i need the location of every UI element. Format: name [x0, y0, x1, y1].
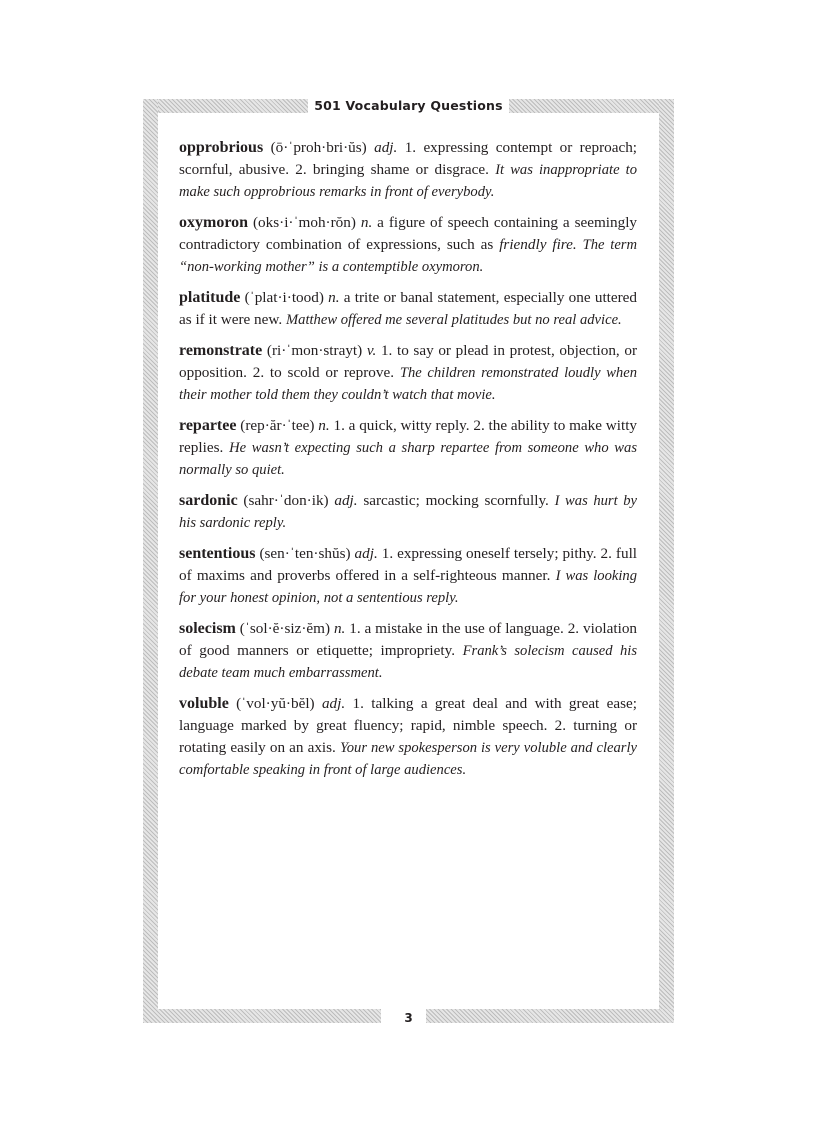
border-left — [143, 99, 158, 1023]
border-right — [659, 99, 674, 1023]
part-of-speech: adj. — [334, 492, 358, 509]
example-sentence: Your new spokesperson is very voluble and clearly comfortable speaking in front of large audiences. — [179, 740, 637, 778]
headword: sententious — [179, 545, 256, 562]
pronunciation: (ō·ˈproh·bri·ŭs) — [270, 139, 367, 156]
page-number: 3 — [404, 1011, 413, 1025]
entry-oxymoron — [179, 212, 637, 278]
part-of-speech: n. — [318, 417, 330, 434]
pronunciation: (sen·ˈten·shŭs) — [259, 545, 351, 562]
example-sentence: I was looking for your honest opinion, not a sententious reply. — [179, 568, 637, 606]
example-sentence: He wasn’t expecting such a sharp repartee from someone who was normally so quiet. — [179, 440, 638, 478]
entry-remonstrate — [179, 340, 637, 406]
headword: oxymoron — [179, 214, 249, 231]
entry-repartee — [179, 415, 637, 481]
pronunciation: (sahr·ˈdon·ik) — [243, 492, 329, 509]
part-of-speech: n. — [328, 289, 340, 306]
example-sentence: I was hurt by his sardonic reply. — [179, 493, 638, 531]
entry-voluble — [179, 693, 637, 781]
pronunciation: (ˈplat·i·tood) — [244, 289, 324, 306]
definition: 1. a quick, witty reply. 2. the ability to make witty replies. — [179, 417, 638, 456]
example-sentence: Frank’s solecism caused his debate team much embarrassment. — [179, 643, 637, 681]
headword: opprobrious — [179, 139, 264, 156]
entry-solecism — [179, 618, 637, 684]
entry-sardonic — [179, 490, 637, 534]
part-of-speech: n. — [360, 214, 373, 231]
definition: 1. expressing contempt or reproach; scornful, abusive. 2. bringing shame or disgrace. — [179, 139, 638, 178]
part-of-speech: v. — [366, 342, 377, 359]
glossary-content — [179, 137, 637, 790]
example-sentence: The term “non-working mother” is a contemptible oxymoron. — [179, 237, 638, 275]
part-of-speech: adj. — [374, 139, 398, 156]
definition: a figure of speech containing a seemingly contradictory combination of expressions, such as — [179, 214, 638, 253]
entry-platitude — [179, 287, 637, 331]
headword: sardonic — [179, 492, 238, 509]
entry-opprobrious — [179, 137, 637, 203]
definition: 1. expressing oneself tersely; pithy. 2. full of maxims and proverbs offered in a self-righteous manner. — [179, 545, 638, 584]
headword: remonstrate — [179, 342, 263, 359]
running-head: 501 Vocabulary Questions — [314, 98, 503, 113]
pronunciation: (oks·i·ˈmoh·rŏn) — [252, 214, 356, 231]
headword: voluble — [179, 695, 229, 712]
definition: 1. a mistake in the use of language. 2. violation of good manners or etiquette; impropriety. — [179, 620, 638, 659]
pronunciation: (rep·ăr·ˈtee) — [240, 417, 315, 434]
example-sentence: Matthew offered me several platitudes but no real advice. — [285, 312, 622, 328]
headword: platitude — [179, 289, 241, 306]
definition-example-term: friendly fire. — [499, 236, 577, 253]
pronunciation: (ˈsol·ĕ·siz·ĕm) — [239, 620, 331, 637]
definition: sarcastic; mocking scornfully. — [363, 492, 549, 509]
headword: repartee — [179, 417, 237, 434]
headword: solecism — [179, 620, 236, 637]
definition: a trite or banal statement, especially one uttered as if it were new. — [179, 289, 638, 328]
definition: 1. talking a great deal and with great ease; language marked by great fluency; rapid, nimble speech. 2. turning or rotating easily on an axis. — [179, 695, 637, 756]
pronunciation: (ˈvol·yŭ·bĕl) — [236, 695, 315, 712]
part-of-speech: adj. — [321, 695, 346, 712]
example-sentence: The children remonstrated loudly when their mother told them they couldn’t watch that movie. — [179, 365, 638, 403]
example-sentence: It was inappropriate to make such opprobrious remarks in front of everybody. — [179, 162, 637, 200]
part-of-speech: adj. — [354, 545, 378, 562]
definition: 1. to say or plead in protest, objection, or opposition. 2. to scold or reprove. — [179, 342, 638, 381]
part-of-speech: n. — [333, 620, 346, 637]
entry-sententious — [179, 543, 637, 609]
pronunciation: (ri·ˈmon·strayt) — [266, 342, 363, 359]
